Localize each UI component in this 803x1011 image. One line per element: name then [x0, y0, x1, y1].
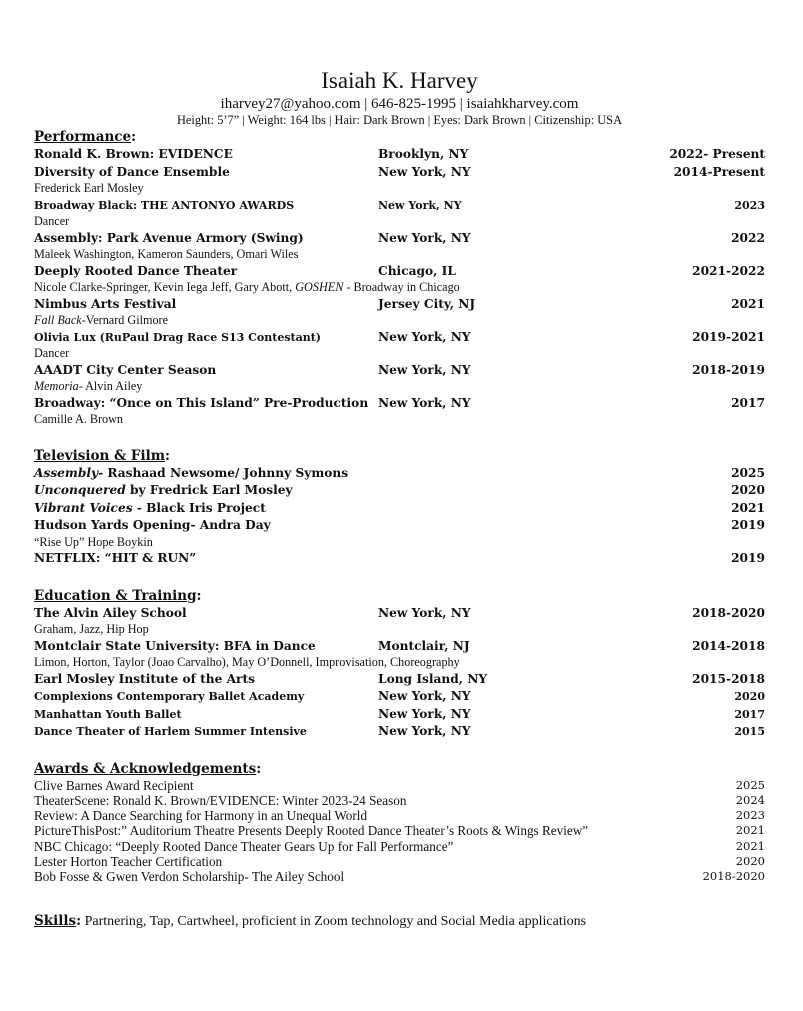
years: 2022- Present	[669, 147, 765, 161]
skills-list: Partnering, Tap, Cartwheel, proficient in Zoom technology and Social Media applications	[81, 913, 587, 929]
years: 2020	[734, 690, 765, 703]
years: 2018-2020	[702, 869, 765, 884]
school: Earl Mosley Institute of the Arts	[34, 671, 255, 686]
years: 2018-2019	[692, 362, 765, 377]
years: 2015	[734, 725, 765, 738]
award-text: Lester Horton Teacher Certification	[34, 853, 223, 869]
location: New York, NY	[378, 689, 471, 703]
school: Complexions Contemporary Ballet Academy	[34, 690, 305, 703]
tv-film-entry	[34, 550, 765, 568]
years: 2017	[734, 707, 765, 721]
location: New York, NY	[378, 724, 471, 738]
performance-entry	[34, 362, 765, 380]
award-entry	[34, 823, 765, 838]
company: Diversity of Dance Ensemble	[34, 164, 230, 179]
location: New York, NY	[378, 329, 471, 344]
tv-film-entry	[34, 482, 765, 500]
years: 2021	[731, 500, 765, 515]
years: 2015-2018	[692, 671, 765, 686]
award-entry	[34, 778, 765, 793]
location: New York, NY	[378, 706, 471, 721]
contact-info: iharvey27@yahoo.com | 646-825-1995 | isaiahkharvey.com	[220, 96, 579, 112]
entry-detail: Camille A. Brown	[34, 412, 124, 426]
years: 2021	[731, 296, 765, 311]
years: 2018-2020	[692, 605, 765, 620]
years: 2021	[735, 838, 765, 853]
entry-detail: Frederick Earl Mosley	[34, 181, 144, 195]
location: Chicago, IL	[378, 263, 456, 278]
school: The Alvin Ailey School	[34, 605, 187, 620]
school: Dance Theater of Harlem Summer Intensive	[34, 725, 307, 738]
location: Brooklyn, NY	[378, 147, 469, 161]
education-entry	[34, 671, 765, 689]
years: 2017	[731, 395, 765, 410]
credit: Hudson Yards Opening- Andra Day	[34, 518, 271, 532]
section-title-education: Education & Training:	[34, 587, 202, 604]
years: 2023	[735, 808, 765, 823]
years: 2022	[731, 230, 765, 245]
location: New York, NY	[378, 605, 471, 620]
award-entry	[34, 793, 765, 808]
school: Montclair State University: BFA in Dance	[34, 638, 316, 653]
entry-detail: Memoria- Alvin Ailey	[34, 379, 143, 393]
entry-detail: Dancer	[34, 214, 70, 228]
section-title-awards: Awards & Acknowledgements:	[34, 760, 262, 777]
location: New York, NY	[378, 164, 471, 179]
award-entry	[34, 839, 765, 854]
years: 2020	[735, 853, 765, 868]
years: 2019-2021	[692, 329, 765, 344]
performance-entry	[34, 329, 765, 347]
credit: by Fredrick Earl Mosley	[125, 483, 293, 497]
company: Assembly: Park Avenue Armory (Swing)	[34, 230, 304, 245]
years: 2025	[731, 465, 765, 480]
performance-entry	[34, 197, 765, 215]
performance-entry	[34, 395, 765, 413]
tv-film-entry	[34, 465, 765, 483]
school: Manhattan Youth Ballet	[34, 707, 182, 721]
award-text: NBC Chicago: “Deeply Rooted Dance Theater Gears Up for Fall Performance”	[34, 838, 454, 854]
location: New York, NY	[378, 362, 471, 377]
section-title-performance: Performance:	[34, 129, 137, 145]
location: Long Island, NY	[378, 671, 488, 686]
award-text: Clive Barnes Award Recipient	[34, 777, 194, 793]
education-entry	[34, 723, 765, 741]
years: 2014-2018	[692, 638, 765, 653]
location: New York, NY	[378, 230, 471, 245]
location: New York, NY	[378, 198, 462, 212]
years: 2019	[731, 518, 765, 532]
section-title-skills: Skills:	[34, 912, 82, 929]
tv-film-entry	[34, 500, 765, 518]
award-text: PictureThisPost:” Auditorium Theatre Presents Deeply Rooted Dance Theater’s Roots & Wings Review”	[34, 823, 589, 839]
credit: NETFLIX: “HIT & RUN”	[34, 551, 197, 565]
company: Ronald K. Brown: EVIDENCE	[34, 147, 233, 161]
award-entry	[34, 854, 765, 869]
performance-entry	[34, 263, 765, 281]
person-name: Isaiah K. Harvey	[321, 68, 478, 93]
entry-detail: Dancer	[34, 346, 70, 360]
education-entry	[34, 638, 765, 656]
performance-entry	[34, 164, 765, 182]
education-entry	[34, 688, 765, 706]
performance-entry	[34, 146, 765, 164]
years: 2020	[731, 483, 765, 497]
location: New York, NY	[378, 395, 471, 410]
award-entry	[34, 869, 765, 884]
work-title: Assembly	[34, 465, 99, 480]
resume-header	[34, 66, 765, 128]
company: AAADT City Center Season	[34, 362, 217, 377]
performance-entry	[34, 230, 765, 248]
years: 2021-2022	[692, 263, 765, 278]
years: 2023	[734, 198, 765, 212]
award-text: Bob Fosse & Gwen Verdon Scholarship- The Ailey School	[34, 869, 345, 885]
years: 2025	[735, 777, 765, 792]
tv-film-entry	[34, 517, 765, 535]
award-text: TheaterScene: Ronald K. Brown/EVIDENCE: Winter 2023-24 Season	[34, 792, 407, 808]
physical-stats: Height: 5’7” | Weight: 164 lbs | Hair: Dark Brown | Eyes: Dark Brown | Citizenship: USA	[176, 113, 623, 127]
company: Nimbus Arts Festival	[34, 296, 177, 311]
location: Montclair, NJ	[378, 638, 470, 653]
company: Broadway Black: THE ANTONYO AWARDS	[34, 198, 295, 212]
entry-detail: Maleek Washington, Kameron Saunders, Omari Wiles	[34, 247, 299, 261]
years: 2021	[735, 823, 765, 838]
entry-detail: Nicole Clarke-Springer, Kevin Iega Jeff, Gary Abott, GOSHEN - Broadway in Chicago	[34, 280, 460, 294]
work-title: Vibrant Voices	[34, 500, 133, 515]
education-entry	[34, 605, 765, 623]
location: Jersey City, NJ	[378, 296, 476, 311]
credit: - Black Iris Project	[132, 500, 266, 515]
entry-detail: “Rise Up” Hope Boykin	[34, 534, 153, 549]
entry-detail: Graham, Jazz, Hip Hop	[34, 622, 149, 636]
performance-entry	[34, 296, 765, 314]
work-title: Unconquered	[34, 483, 126, 497]
skills-section	[34, 912, 765, 931]
credit: - Rashaad Newsome/ Johnny Symons	[98, 465, 349, 480]
award-text: Review: A Dance Searching for Harmony in an Unequal World	[34, 808, 368, 824]
entry-detail: Fall Back-Vernard Gilmore	[34, 313, 169, 327]
years: 2014-Present	[673, 164, 765, 179]
company: Broadway: “Once on This Island” Pre-Production	[34, 395, 369, 410]
award-entry	[34, 808, 765, 823]
resume-page	[34, 66, 765, 931]
entry-detail: Limon, Horton, Taylor (Joao Carvalho), May O’Donnell, Improvisation, Choreography	[34, 655, 460, 669]
education-entry	[34, 706, 765, 724]
years: 2024	[735, 792, 765, 807]
years: 2019	[731, 551, 765, 565]
company: Deeply Rooted Dance Theater	[34, 263, 238, 278]
section-title-television-film: Television & Film:	[34, 447, 171, 464]
company: Olivia Lux (RuPaul Drag Race S13 Contestant)	[34, 330, 322, 344]
